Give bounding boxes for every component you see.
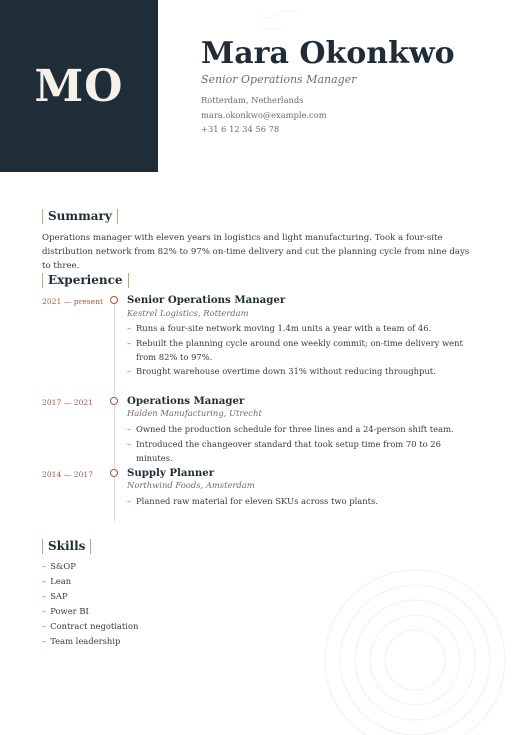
- dash-marker: –: [42, 591, 47, 601]
- job-bullet: [127, 321, 472, 335]
- dash-marker: –: [42, 621, 47, 631]
- job-bullet: [127, 494, 472, 508]
- job-company: Northwind Foods, Amsterdam: [127, 480, 255, 490]
- dash-marker: –: [42, 561, 47, 571]
- bullet-text: Planned raw material for eleven SKUs across two plants.: [136, 496, 379, 506]
- contact-location: Rotterdam, Netherlands: [201, 95, 304, 105]
- timeline-line: [114, 297, 115, 521]
- skill-item: [42, 606, 89, 616]
- job-bullet: [127, 336, 472, 364]
- job-bullet: [127, 437, 472, 465]
- job-company: Kestrel Logistics, Rotterdam: [127, 308, 249, 318]
- dash-marker: –: [42, 606, 47, 616]
- monogram-block: [0, 0, 158, 172]
- job-bullet: [127, 422, 472, 436]
- skill-label: Lean: [50, 576, 72, 586]
- dash-marker: –: [42, 636, 47, 646]
- monogram-initials: MO: [34, 60, 124, 112]
- bullet-text: Runs a four-site network moving 1.4m units a year with a team of 46.: [136, 323, 432, 333]
- skill-label: Contract negotiation: [50, 621, 139, 631]
- skill-label: Team leadership: [50, 636, 121, 646]
- dash-marker: –: [127, 424, 132, 434]
- timeline-dot: [110, 296, 118, 304]
- contact-phone: +31 6 12 34 56 78: [201, 124, 280, 134]
- job-title: Senior Operations Manager: [127, 294, 286, 306]
- skill-item: [42, 561, 76, 571]
- job-dates: 2017 — 2021: [42, 398, 94, 407]
- timeline-dot: [110, 397, 118, 405]
- dash-marker: –: [127, 496, 132, 506]
- job-title: Supply Planner: [127, 467, 215, 479]
- dash-marker: –: [127, 338, 132, 348]
- skill-item: [42, 576, 71, 586]
- job-company: Halden Manufacturing, Utrecht: [127, 408, 262, 418]
- skill-label: Power BI: [50, 606, 89, 616]
- candidate-role: Senior Operations Manager: [201, 73, 357, 86]
- job-dates: 2014 — 2017: [42, 470, 94, 479]
- dash-marker: –: [42, 576, 47, 586]
- summary-heading: Summary: [42, 209, 118, 224]
- dash-marker: –: [127, 323, 132, 333]
- bullet-text: Brought warehouse overtime down 31% without reducing throughput.: [136, 366, 436, 376]
- bullet-text: Rebuilt the planning cycle around one weekly commit; on-time delivery went from 82% to 97%.: [136, 338, 463, 362]
- experience-heading: Experience: [42, 273, 129, 288]
- job-title: Operations Manager: [127, 395, 245, 407]
- dash-marker: –: [127, 439, 132, 449]
- skill-item: [42, 621, 138, 631]
- bullet-text: Owned the production schedule for three lines and a 24-person shift team.: [136, 424, 454, 434]
- skills-heading: Skills: [42, 539, 91, 554]
- dash-marker: –: [127, 366, 132, 376]
- job-dates: 2021 — present: [42, 297, 104, 306]
- skill-label: SAP: [50, 591, 68, 601]
- summary-text: Operations manager with eleven years in logistics and light manufacturing. Took a four-site distribution network from 82% to 97% on-time delivery and cut the planning cycle from nine days to three.: [42, 233, 470, 271]
- bullet-text: Introduced the changeover standard that took setup time from 70 to 26 minutes.: [136, 439, 441, 463]
- skill-item: [42, 591, 68, 601]
- timeline-dot: [110, 469, 118, 477]
- skill-item: [42, 636, 120, 646]
- candidate-name: Mara Okonkwo: [201, 36, 455, 71]
- job-bullet: [127, 364, 472, 378]
- contact-email[interactable]: mara.okonkwo@example.com: [201, 110, 327, 120]
- skill-label: S&OP: [50, 561, 76, 571]
